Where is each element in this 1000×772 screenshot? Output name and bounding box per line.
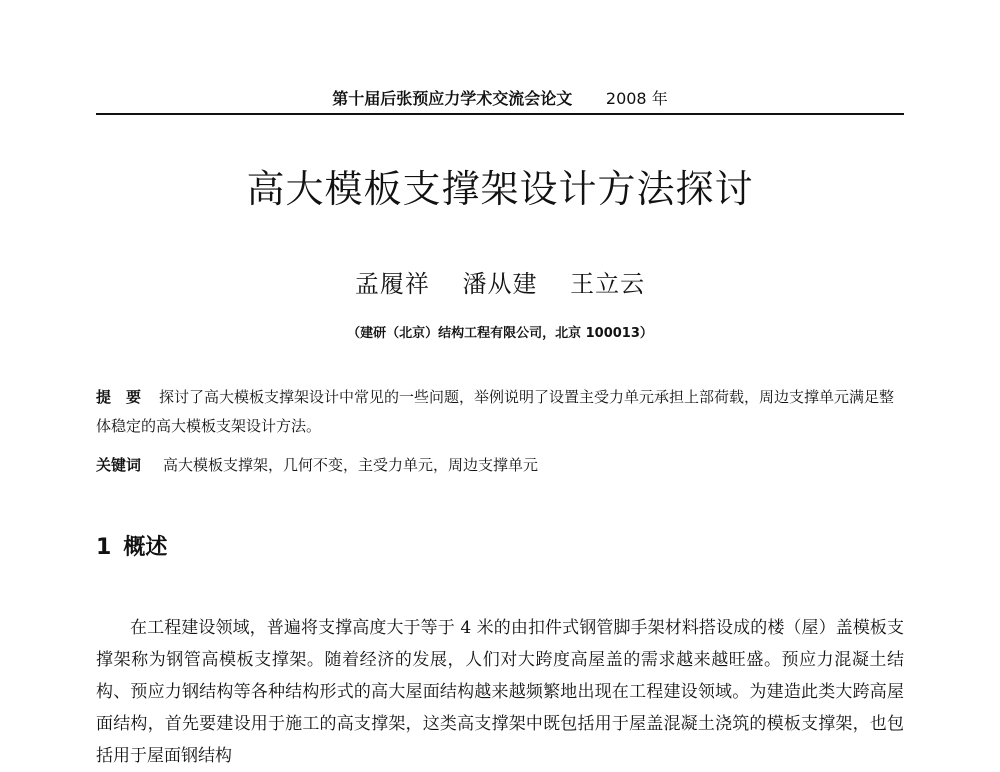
affiliation: （建研（北京）结构工程有限公司，北京 100013）: [347, 326, 653, 341]
publication-year: 2008 年: [605, 89, 668, 108]
body-paragraph: 在工程建设领域，普遍将支撑高度大于等于 4 米的由扣件式钢管脚手架材料搭设成的楼（屋）盖模板支撑架称为钢管高模板支撑架。随着经济的发展，人们对大跨度高屋盖的需求越来越旺盛。预应力混凝土结构、预应力钢结构等各种结构形式的高大屋面结构越来越频繁地出现在工程建设领域。为建造此类大跨高屋面结构，首先要建设用于施工的高支撑架，这类高支撑架中既包括用于屋盖混凝土浇筑的模板支撑架，也包括用于屋面钢结构: [96, 618, 904, 766]
author: 潘从建: [462, 270, 538, 298]
abstract: [96, 383, 904, 441]
author: 孟履祥: [354, 270, 430, 298]
author-list: [0, 264, 1000, 299]
keywords-text: 高大模板支撑架，几何不变，主受力单元，周边支撑单元: [163, 456, 539, 474]
journal-name: 第十届后张预应力学术交流会论文: [332, 89, 573, 108]
abstract-label: 提 要: [96, 388, 142, 406]
paper-title: 高大模板支撑架设计方法探讨: [246, 167, 754, 211]
running-header: [96, 86, 904, 112]
keywords: [96, 454, 904, 476]
section-heading: [96, 530, 167, 561]
header-divider: [96, 113, 904, 115]
section-number: 1: [96, 535, 112, 560]
keywords-label: 关键词: [96, 456, 142, 474]
section-title: 概述: [123, 535, 168, 560]
author: 王立云: [570, 270, 646, 298]
abstract-text: 探讨了高大模板支撑架设计中常见的一些问题，举例说明了设置主受力单元承担上部荷载，周边支撑单元满足整体稳定的高大模板支架设计方法。: [96, 388, 895, 435]
